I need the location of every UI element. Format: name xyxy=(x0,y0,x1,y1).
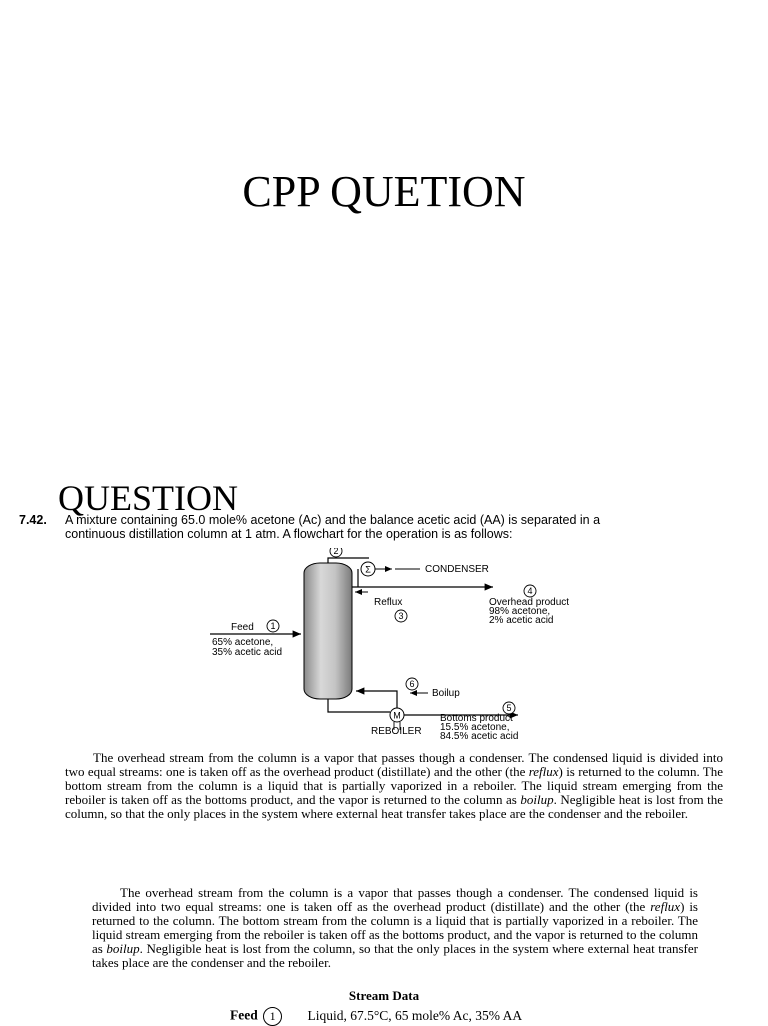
bottoms-comp-1: 15.5% acetone, xyxy=(440,722,510,733)
feed-row-stream-number: 1 xyxy=(263,1007,282,1026)
description-paragraph-1 xyxy=(65,751,723,821)
distillation-flowchart xyxy=(0,548,768,748)
overhead-product-title: Overhead product xyxy=(489,597,570,608)
section-title: QUESTION xyxy=(58,478,238,518)
boilup-line xyxy=(356,691,397,711)
para2-text-2: ) is returned to the column. The bottom stream from the column is a liquid that is partially vaporized in a reboiler. The liquid stream emerging from the reboiler is taken off as the bottoms product, and the vapor is returned to the column as xyxy=(92,899,698,956)
stream-2-number: 2 xyxy=(333,548,339,556)
boilup-label: Boilup xyxy=(432,688,460,699)
para1-boilup-term: boilup xyxy=(520,792,554,807)
overhead-comp-2: 2% acetic acid xyxy=(489,615,554,626)
feed-label: Feed xyxy=(231,622,254,633)
bottoms-comp-2: 84.5% acetic acid xyxy=(440,731,519,742)
bottoms-line xyxy=(328,699,390,712)
condenser-symbol: Σ xyxy=(365,564,371,575)
reflux-label: Reflux xyxy=(374,597,403,608)
condenser-label: CONDENSER xyxy=(425,564,489,575)
description-paragraph-2 xyxy=(92,886,698,970)
reboiler-label: REBOILER xyxy=(371,726,422,737)
feed-comp-2: 35% acetic acid xyxy=(212,647,283,658)
slide-title: CPP QUETION xyxy=(242,167,526,216)
feed-row-description: Liquid, 67.5°C, 65 mole% Ac, 35% AA xyxy=(307,1007,523,1023)
para2-boilup-term: boilup xyxy=(106,941,140,956)
stream-2-line xyxy=(328,558,369,563)
reboiler-symbol: M xyxy=(393,710,401,721)
problem-line-1: A mixture containing 65.0 mole% acetone (Ac) and the balance acetic acid (AA) is separated in a xyxy=(65,513,601,527)
problem-number: 7.42. xyxy=(19,513,47,527)
stream-data-feed-row xyxy=(230,1007,522,1026)
overhead-comp-1: 98% acetone, xyxy=(489,606,551,617)
para1-reflux-term: reflux xyxy=(528,764,559,779)
stream-3-number: 3 xyxy=(398,611,404,621)
problem-line-2: continuous distillation column at 1 atm. A flowchart for the operation is as follows: xyxy=(65,527,513,541)
para1-text-3: . Negligible heat is lost from the column, so that the only places in the system where external heat transfer takes place are the condenser and the reboiler. xyxy=(65,792,723,821)
distillation-column xyxy=(304,563,352,699)
para2-reflux-term: reflux xyxy=(650,899,681,914)
bottoms-product-title: Bottoms product xyxy=(440,713,513,724)
problem-statement xyxy=(65,513,745,541)
stream-data-title: Stream Data xyxy=(348,988,420,1003)
stream-5-number: 5 xyxy=(506,703,512,713)
stream-6-number: 6 xyxy=(409,679,415,689)
feed-comp-1: 65% acetone, xyxy=(212,637,274,648)
stream-1-number: 1 xyxy=(270,621,276,631)
stream-4-number: 4 xyxy=(527,586,533,596)
feed-row-label: Feed xyxy=(230,1007,258,1023)
para1-text-2: ) is returned to the column. The bottom stream from the column is a liquid that is partially vaporized in a reboiler. The liquid stream emerging from the reboiler is taken off as the bottoms product, and the vapor is returned to the column as xyxy=(65,764,723,807)
para1-text-1: The overhead stream from the column is a vapor that passes though a condenser. The condensed liquid is divided into two equal streams: one is taken off as the overhead product (distillate) and the other (the xyxy=(65,750,723,779)
para2-text-3: . Negligible heat is lost from the column, so that the only places in the system where external heat transfer takes place are the condenser and the reboiler. xyxy=(92,941,698,970)
para2-text-1: The overhead stream from the column is a vapor that passes though a condenser. The condensed liquid is divided into two equal streams: one is taken off as the overhead product (distillate) and the other (the xyxy=(92,885,698,914)
